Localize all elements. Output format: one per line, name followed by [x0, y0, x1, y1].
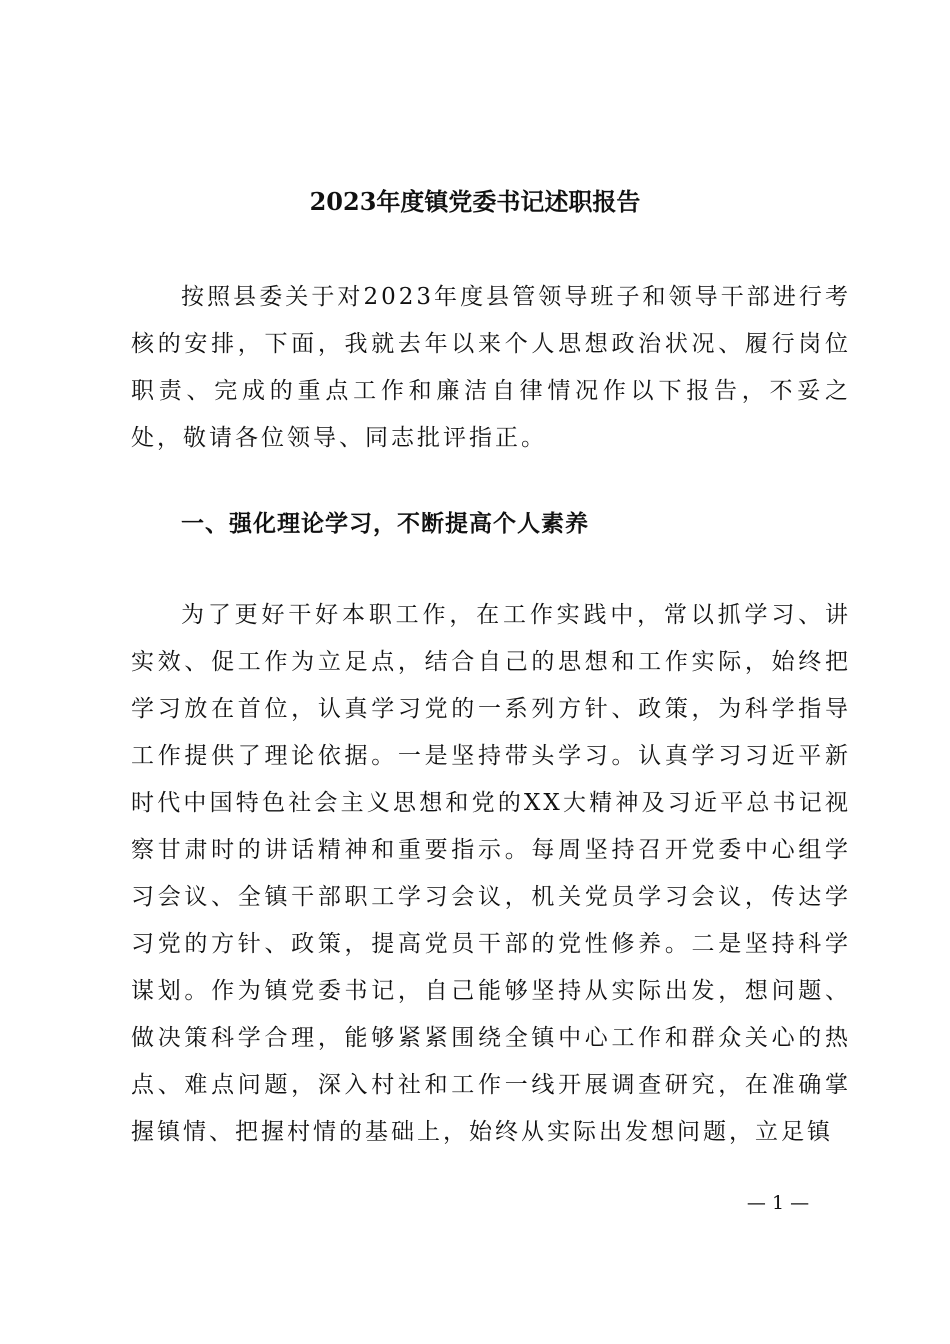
intro-paragraph: 按照县委关于对2023年度县管领导班子和领导干部进行考核的安排，下面，我就去年以来个人思想政治状况、履行岗位职责、完成的重点工作和廉洁自律情况作以下报告，不妥之处，敬请各位领导、同志批评指正。: [131, 284, 851, 451]
section-paragraph: 为了更好干好本职工作，在工作实践中，常以抓学习、讲实效、促工作为立足点，结合自己的思想和工作实际，始终把学习放在首位，认真学习党的一系列方针、政策，为科学指导工作提供了理论依据。一是坚持带头学习。认真学习习近平新时代中国特色社会主义思想和党的XX大精神及习近平总书记视察甘肃时的讲话精神和重要指示。每周坚持召开党委中心组学习会议、全镇干部职工学习会议，机关党员学习会议，传达学习党的方针、政策，提高党员干部的党性修养。二是坚持科学谋划。作为镇党委书记，自己能够坚持从实际出发，想问题、做决策科学合理，能够紧紧围绕全镇中心工作和群众关心的热点、难点问题，深入村社和工作一线开展调查研究，在准确掌握镇情、把握村情的基础上，始终从实际出发想问题，立足镇: [131, 602, 851, 1145]
section-heading: 一、强化理论学习，不断提高个人素养: [181, 511, 589, 537]
page-number: — 1 —: [746, 1192, 810, 1214]
document-title: 2023年度镇党委书记述职报告: [309, 187, 641, 216]
